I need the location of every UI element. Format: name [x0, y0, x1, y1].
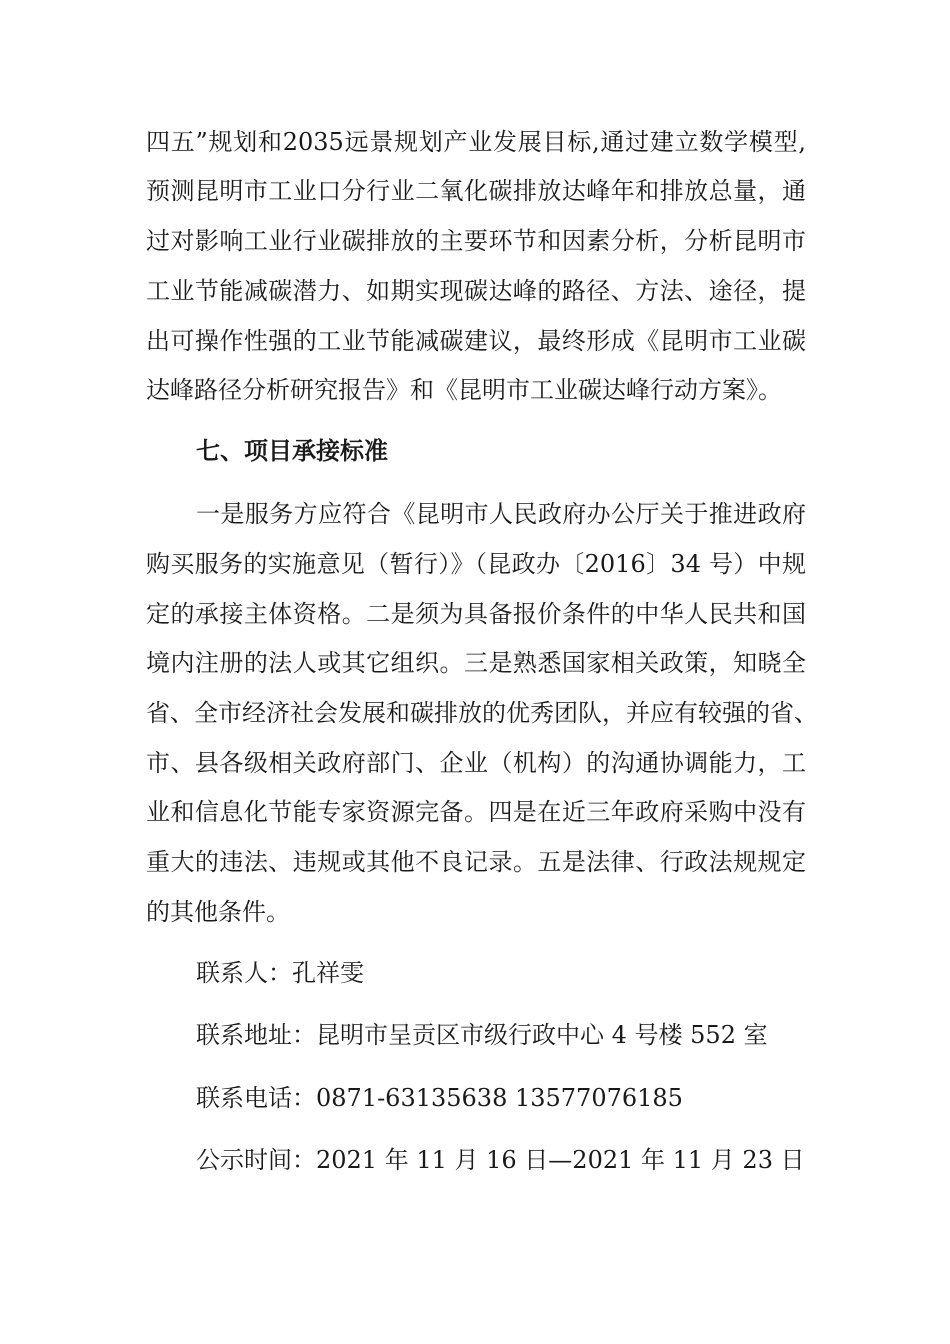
paragraph-line: 省、全市经济社会发展和碳排放的优秀团队，并应有较强的省、 — [146, 699, 818, 727]
paragraph-line: 业和信息化节能专家资源完备。四是在近三年政府采购中没有 — [146, 798, 806, 826]
publicity-period: 公示时间：2021 年 11 月 16 日—2021 年 11 月 23 日 — [196, 1146, 805, 1174]
contact-person: 联系人：孔祥雯 — [196, 959, 364, 987]
paragraph-line: 工业节能减碳潜力、如期实现碳达峰的路径、方法、途径，提 — [146, 277, 806, 305]
paragraph-line: 达峰路径分析研究报告》和《昆明市工业碳达峰行动方案》。 — [146, 376, 782, 404]
paragraph-line: 出可操作性强的工业节能减碳建议，最终形成《昆明市工业碳 — [146, 327, 806, 355]
paragraph-line: 预测昆明市工业口分行业二氧化碳排放达峰年和排放总量，通 — [146, 177, 806, 205]
paragraph-line: 定的承接主体资格。二是须为具备报价条件的中华人民共和国 — [146, 600, 806, 628]
paragraph-line: 过对影响工业行业碳排放的主要环节和因素分析，分析昆明市 — [146, 227, 806, 255]
paragraph-line: 一是服务方应符合《昆明市人民政府办公厅关于推进政府 — [196, 500, 806, 528]
paragraph-line: 的其他条件。 — [146, 898, 290, 926]
paragraph-line: 境内注册的法人或其它组织。三是熟悉国家相关政策，知晓全 — [146, 649, 806, 677]
section-heading: 七、项目承接标准 — [196, 437, 388, 465]
paragraph-line: 四五”规划和2035远景规划产业发展目标,通过建立数学模型, — [146, 128, 806, 156]
contact-address: 联系地址：昆明市呈贡区市级行政中心 4 号楼 552 室 — [196, 1021, 768, 1049]
contact-phone: 联系电话：0871-63135638 13577076185 — [196, 1084, 683, 1112]
paragraph-line: 市、县各级相关政府部门、企业（机构）的沟通协调能力，工 — [146, 749, 806, 777]
paragraph-line: 购买服务的实施意见（暂行）》（昆政办〔2016〕34 号）中规 — [146, 550, 806, 578]
paragraph-line: 重大的违法、违规或其他不良记录。五是法律、行政法规规定 — [146, 848, 806, 876]
